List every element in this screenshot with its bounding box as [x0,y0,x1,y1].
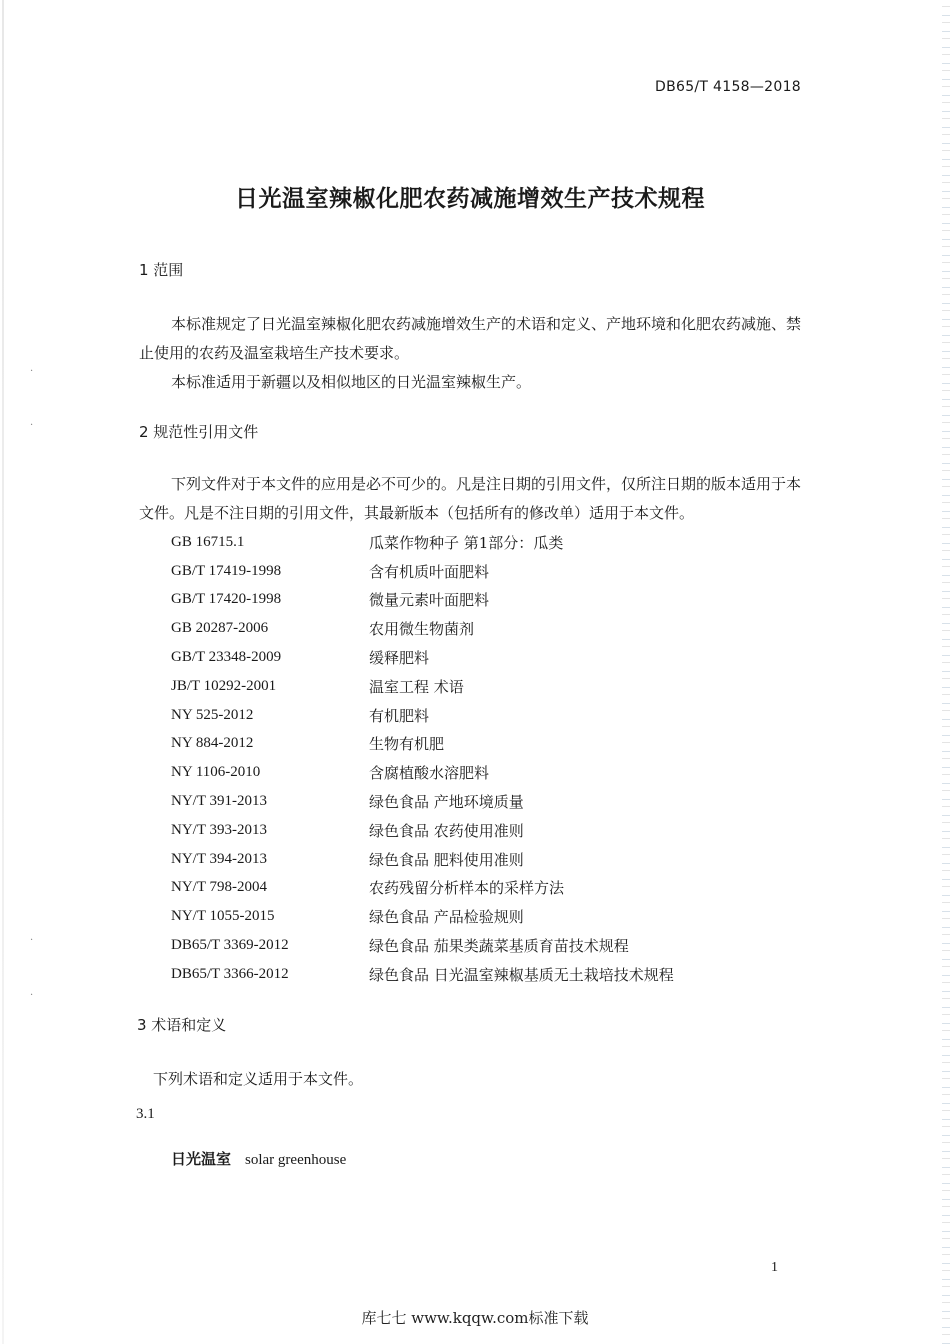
clause-number: 3.1 [136,1106,155,1122]
reference-code: NY/T 798-2004 [171,879,267,896]
reference-item [171,931,791,960]
reference-item [171,787,791,816]
section-heading-scope: 1 范围 [139,261,184,279]
reference-code: JB/T 10292-2001 [171,677,277,694]
reference-title: 含腐植酸水溶肥料 [369,764,490,783]
reference-title: 绿色食品 农药使用准则 [369,821,524,840]
reference-title: 有机肥料 [369,706,430,725]
margin-mark: · [30,990,34,1001]
reference-item [171,874,791,903]
scope-text-1: 本标准规定了日光温室辣椒化肥农药减施增效生产的术语和定义、产地环境和化肥农药减施、禁止使用的农药及温室栽培生产技术要求。 [139,315,802,362]
reference-title: 微量元素叶面肥料 [369,591,490,610]
reference-code: NY/T 391-2013 [171,793,267,810]
standard-code: DB65/T 4158—2018 [655,79,801,95]
reference-code: GB 20287-2006 [171,620,269,637]
reference-item [171,960,791,989]
reference-title: 缓释肥料 [369,649,430,668]
reference-item [171,528,791,557]
term-entry [171,1148,346,1169]
term-chinese: 日光温室 [171,1150,232,1168]
reference-item [171,586,791,615]
reference-title: 绿色食品 产地环境质量 [369,793,524,812]
reference-title: 绿色食品 日光温室辣椒基质无土栽培技术规程 [369,965,674,984]
reference-code: GB/T 17420-1998 [171,591,282,608]
reference-item [171,672,791,701]
reference-title: 生物有机肥 [369,735,445,754]
reference-title: 绿色食品 肥料使用准则 [369,850,524,869]
reference-code: NY/T 393-2013 [171,821,267,838]
reference-item [171,730,791,759]
reference-code: DB65/T 3369-2012 [171,937,289,954]
reference-item [171,758,791,787]
terms-intro: 下列术语和定义适用于本文件。 [153,1070,364,1088]
reference-item [171,614,791,643]
reference-item [171,701,791,730]
reference-title: 温室工程 术语 [369,677,464,696]
scope-paragraph-2 [139,368,801,397]
footer-watermark: 库七七 www.kqqw.com标准下载 [361,1309,589,1327]
reference-title: 农用微生物菌剂 [369,620,475,639]
scope-paragraph-1 [139,310,801,368]
normative-refs-intro [139,470,801,528]
reference-title: 农药残留分析样本的采样方法 [369,879,565,898]
reference-code: NY 1106-2010 [171,764,261,781]
normative-refs-intro-text: 下列文件对于本文件的应用是必不可少的。凡是注日期的引用文件，仅所注日期的版本适用于本文件。凡是不注日期的引用文件，其最新版本（包括所有的修改单）适用于本文件。 [139,475,802,522]
reference-code: GB 16715.1 [171,533,245,550]
scan-edge-strip [942,0,950,1344]
reference-code: NY 525-2012 [171,706,254,723]
reference-list [171,528,791,989]
reference-code: NY/T 394-2013 [171,850,267,867]
reference-title: 绿色食品 茄果类蔬菜基质育苗技术规程 [369,937,629,956]
scope-text-2: 本标准适用于新疆以及相似地区的日光温室辣椒生产。 [171,373,532,391]
reference-item [171,557,791,586]
margin-mark: · [30,366,34,377]
document-title: 日光温室辣椒化肥农药减施增效生产技术规程 [235,186,705,212]
reference-title: 瓜菜作物种子 第1部分：瓜类 [369,533,564,552]
reference-code: DB65/T 3366-2012 [171,965,289,982]
reference-code: GB/T 23348-2009 [171,649,282,666]
reference-title: 含有机质叶面肥料 [369,562,490,581]
section-heading-terms: 3 术语和定义 [137,1016,227,1034]
margin-mark: · [30,935,34,946]
reference-item [171,816,791,845]
term-english: solar greenhouse [245,1152,347,1168]
margin-mark: · [30,420,34,431]
page-number: 1 [771,1260,778,1275]
section-heading-normative-refs: 2 规范性引用文件 [139,423,259,441]
reference-code: NY/T 1055-2015 [171,908,275,925]
reference-code: GB/T 17419-1998 [171,562,282,579]
reference-item [171,902,791,931]
reference-item [171,643,791,672]
reference-title: 绿色食品 产品检验规则 [369,908,524,927]
reference-code: NY 884-2012 [171,735,254,752]
reference-item [171,845,791,874]
